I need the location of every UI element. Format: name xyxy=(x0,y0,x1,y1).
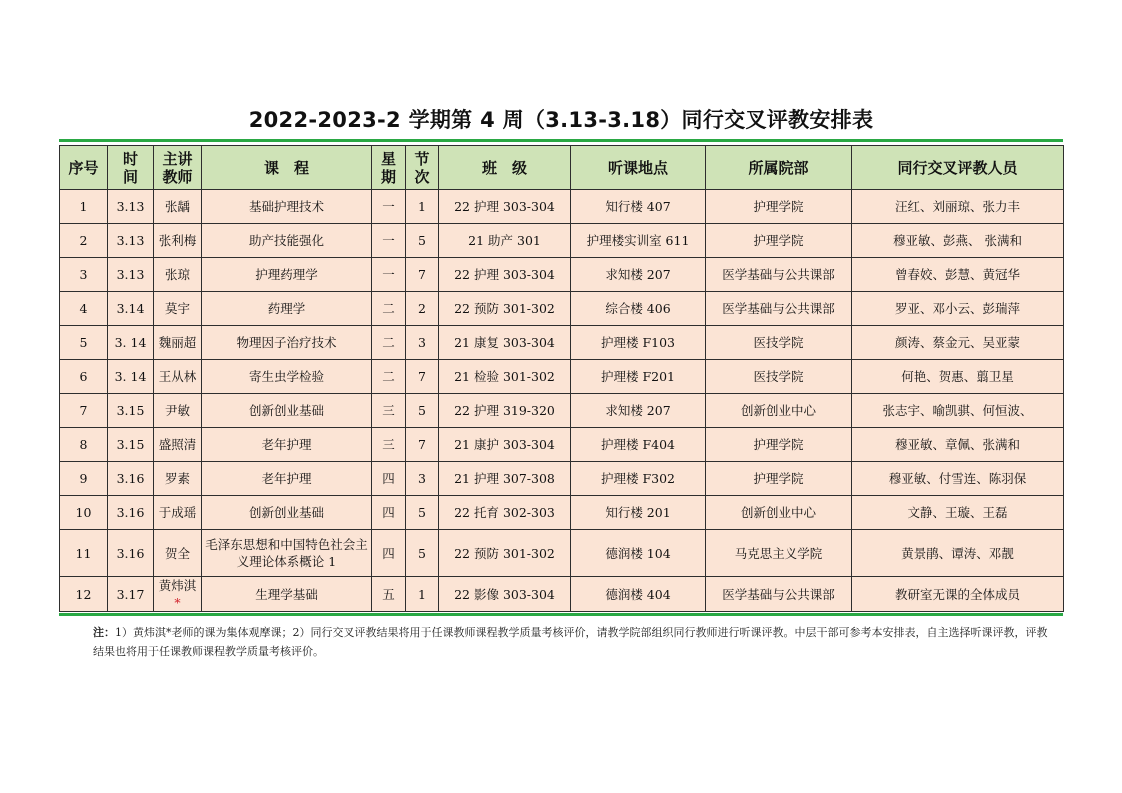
cell-reviewers: 张志宇、喻凯骐、何恒波、 xyxy=(852,394,1064,428)
cell-dept: 护理学院 xyxy=(706,224,852,258)
header-class: 班 级 xyxy=(439,146,571,190)
cell-date: 3.16 xyxy=(108,462,154,496)
table-row xyxy=(60,394,1064,428)
cell-class: 21 康护 303-304 xyxy=(439,428,571,462)
cell-dept: 护理学院 xyxy=(706,428,852,462)
cell-dept: 创新创业中心 xyxy=(706,496,852,530)
cell-weekday: 四 xyxy=(372,530,406,577)
cell-room: 德润楼 404 xyxy=(571,577,706,612)
cell-course: 老年护理 xyxy=(202,462,372,496)
cell-dept: 医学基础与公共课部 xyxy=(706,577,852,612)
cell-weekday: 四 xyxy=(372,496,406,530)
cell-date: 3.13 xyxy=(108,258,154,292)
cell-room: 知行楼 407 xyxy=(571,190,706,224)
cell-weekday: 五 xyxy=(372,577,406,612)
table-row xyxy=(60,326,1064,360)
cell-dept: 马克思主义学院 xyxy=(706,530,852,577)
cell-no: 11 xyxy=(60,530,108,577)
footnote-label: 注： xyxy=(93,626,115,639)
cell-room: 护理楼实训室 611 xyxy=(571,224,706,258)
header-period xyxy=(406,146,439,190)
cell-weekday: 三 xyxy=(372,394,406,428)
cell-teacher: 魏丽超 xyxy=(154,326,202,360)
cell-reviewers: 穆亚敏、彭燕、 张满和 xyxy=(852,224,1064,258)
cell-reviewers: 曾春姣、彭慧、黄冠华 xyxy=(852,258,1064,292)
cell-date: 3. 14 xyxy=(108,326,154,360)
cell-course: 助产技能强化 xyxy=(202,224,372,258)
cell-course: 老年护理 xyxy=(202,428,372,462)
table-row xyxy=(60,428,1064,462)
footnote xyxy=(93,623,1053,661)
cell-weekday: 二 xyxy=(372,326,406,360)
table-row xyxy=(60,496,1064,530)
cell-course: 物理因子治疗技术 xyxy=(202,326,372,360)
cell-course: 基础护理技术 xyxy=(202,190,372,224)
cell-class: 21 康复 303-304 xyxy=(439,326,571,360)
cell-course: 创新创业基础 xyxy=(202,496,372,530)
cell-room: 知行楼 201 xyxy=(571,496,706,530)
header-weekday xyxy=(372,146,406,190)
header-date xyxy=(108,146,154,190)
header-period-label: 节次 xyxy=(414,149,430,186)
cell-period: 5 xyxy=(406,394,439,428)
table-row xyxy=(60,577,1064,612)
cell-no: 4 xyxy=(60,292,108,326)
cell-reviewers: 教研室无课的全体成员 xyxy=(852,577,1064,612)
cell-teacher: 罗素 xyxy=(154,462,202,496)
cell-period: 5 xyxy=(406,530,439,577)
cell-class: 22 预防 301-302 xyxy=(439,292,571,326)
table-row xyxy=(60,360,1064,394)
cell-dept: 护理学院 xyxy=(706,190,852,224)
cell-no: 10 xyxy=(60,496,108,530)
cell-weekday: 一 xyxy=(372,224,406,258)
cell-room: 护理楼 F103 xyxy=(571,326,706,360)
cell-teacher: 张琼 xyxy=(154,258,202,292)
cell-reviewers: 文静、王璇、王磊 xyxy=(852,496,1064,530)
cell-date: 3.14 xyxy=(108,292,154,326)
cell-teacher: 莫宇 xyxy=(154,292,202,326)
header-dept: 所属院部 xyxy=(706,146,852,190)
cell-class: 22 护理 303-304 xyxy=(439,190,571,224)
cell-date: 3. 14 xyxy=(108,360,154,394)
header-weekday-label: 星期 xyxy=(380,149,396,186)
bottom-green-rule xyxy=(59,613,1063,616)
cell-course: 药理学 xyxy=(202,292,372,326)
cell-teacher: 盛照清 xyxy=(154,428,202,462)
cell-weekday: 二 xyxy=(372,292,406,326)
cell-teacher: 张利梅 xyxy=(154,224,202,258)
cell-room: 护理楼 F302 xyxy=(571,462,706,496)
cell-period: 2 xyxy=(406,292,439,326)
cell-period: 5 xyxy=(406,224,439,258)
cell-date: 3.17 xyxy=(108,577,154,612)
header-date-label: 时间 xyxy=(122,149,138,186)
table-row xyxy=(60,462,1064,496)
cell-weekday: 三 xyxy=(372,428,406,462)
header-teacher xyxy=(154,146,202,190)
cell-weekday: 四 xyxy=(372,462,406,496)
cell-dept: 医学基础与公共课部 xyxy=(706,292,852,326)
cell-class: 22 护理 319-320 xyxy=(439,394,571,428)
cell-room: 综合楼 406 xyxy=(571,292,706,326)
cell-class: 21 检验 301-302 xyxy=(439,360,571,394)
cell-no: 12 xyxy=(60,577,108,612)
cell-date: 3.15 xyxy=(108,394,154,428)
table-row xyxy=(60,258,1064,292)
table-row xyxy=(60,292,1064,326)
cell-period: 7 xyxy=(406,258,439,292)
teacher-name: 黄炜淇 xyxy=(158,578,197,593)
cell-teacher: 于成瑶 xyxy=(154,496,202,530)
cell-dept: 医技学院 xyxy=(706,360,852,394)
table-row xyxy=(60,224,1064,258)
cell-course: 创新创业基础 xyxy=(202,394,372,428)
cell-date: 3.16 xyxy=(108,530,154,577)
cell-course: 寄生虫学检验 xyxy=(202,360,372,394)
cell-period: 5 xyxy=(406,496,439,530)
observation-mark: * xyxy=(174,595,181,610)
cell-no: 1 xyxy=(60,190,108,224)
cell-reviewers: 何艳、贺惠、翦卫星 xyxy=(852,360,1064,394)
cell-no: 6 xyxy=(60,360,108,394)
cell-teacher: 王从林 xyxy=(154,360,202,394)
cell-teacher: 尹敏 xyxy=(154,394,202,428)
cell-no: 7 xyxy=(60,394,108,428)
header-room: 听课地点 xyxy=(571,146,706,190)
cell-course: 毛泽东思想和中国特色社会主义理论体系概论 1 xyxy=(202,530,372,577)
cell-date: 3.16 xyxy=(108,496,154,530)
top-green-rule xyxy=(59,139,1063,142)
cell-period: 7 xyxy=(406,428,439,462)
table-header-row xyxy=(60,146,1064,190)
cell-class: 22 影像 303-304 xyxy=(439,577,571,612)
cell-room: 护理楼 F201 xyxy=(571,360,706,394)
cell-reviewers: 罗亚、邓小云、彭瑞萍 xyxy=(852,292,1064,326)
cell-class: 22 预防 301-302 xyxy=(439,530,571,577)
header-no: 序号 xyxy=(60,146,108,190)
cell-class: 22 托育 302-303 xyxy=(439,496,571,530)
cell-weekday: 一 xyxy=(372,190,406,224)
cell-reviewers: 穆亚敏、章佩、张满和 xyxy=(852,428,1064,462)
cell-period: 1 xyxy=(406,577,439,612)
table-row xyxy=(60,190,1064,224)
cell-class: 21 助产 301 xyxy=(439,224,571,258)
header-teacher-label: 主讲教师 xyxy=(162,149,193,186)
footnote-text: 1）黄炜淇*老师的课为集体观摩课；2）同行交叉评教结果将用于任课教师课程教学质量考核评价，请教学院部组织同行教师进行听课评教。中层干部可参考本安排表，自主选择听课评教，评教结果也将用于任课教师课程教学质量考核评价。 xyxy=(93,626,1048,658)
cell-no: 3 xyxy=(60,258,108,292)
cell-date: 3.13 xyxy=(108,224,154,258)
cell-reviewers: 颜涛、蔡金元、吴亚蒙 xyxy=(852,326,1064,360)
cell-room: 护理楼 F404 xyxy=(571,428,706,462)
cell-period: 1 xyxy=(406,190,439,224)
cell-room: 求知楼 207 xyxy=(571,394,706,428)
cell-teacher xyxy=(154,577,202,612)
cell-course: 生理学基础 xyxy=(202,577,372,612)
cell-class: 21 护理 307-308 xyxy=(439,462,571,496)
cell-dept: 医学基础与公共课部 xyxy=(706,258,852,292)
cell-course: 护理药理学 xyxy=(202,258,372,292)
cell-no: 9 xyxy=(60,462,108,496)
cell-room: 德润楼 104 xyxy=(571,530,706,577)
header-course: 课 程 xyxy=(202,146,372,190)
cell-date: 3.13 xyxy=(108,190,154,224)
cell-date: 3.15 xyxy=(108,428,154,462)
cell-teacher: 张龋 xyxy=(154,190,202,224)
cell-teacher: 贺全 xyxy=(154,530,202,577)
cell-weekday: 二 xyxy=(372,360,406,394)
cell-class: 22 护理 303-304 xyxy=(439,258,571,292)
cell-period: 3 xyxy=(406,462,439,496)
cell-dept: 创新创业中心 xyxy=(706,394,852,428)
cell-dept: 医技学院 xyxy=(706,326,852,360)
schedule-table xyxy=(59,145,1064,612)
table-row xyxy=(60,530,1064,577)
header-reviewers: 同行交叉评教人员 xyxy=(852,146,1064,190)
cell-reviewers: 穆亚敏、付雪连、陈羽保 xyxy=(852,462,1064,496)
cell-no: 8 xyxy=(60,428,108,462)
cell-no: 2 xyxy=(60,224,108,258)
page-title: 2022-2023-2 学期第 4 周（3.13-3.18）同行交叉评教安排表 xyxy=(248,108,874,132)
cell-reviewers: 汪红、刘丽琼、张力丰 xyxy=(852,190,1064,224)
cell-period: 3 xyxy=(406,326,439,360)
cell-no: 5 xyxy=(60,326,108,360)
cell-period: 7 xyxy=(406,360,439,394)
cell-dept: 护理学院 xyxy=(706,462,852,496)
cell-reviewers: 黄景鹃、谭涛、邓靓 xyxy=(852,530,1064,577)
cell-room: 求知楼 207 xyxy=(571,258,706,292)
cell-weekday: 一 xyxy=(372,258,406,292)
